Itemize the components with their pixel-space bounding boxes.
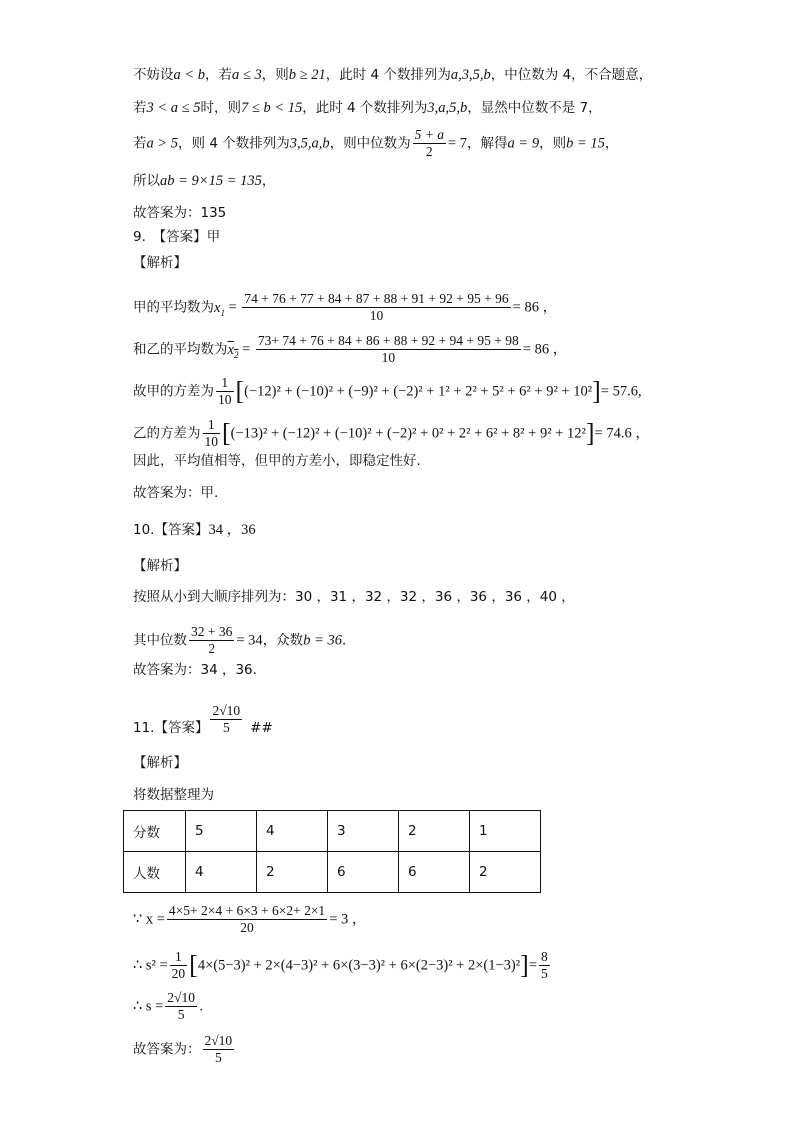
math: ∴ s² = <box>133 957 168 974</box>
text: 乙的方差为 <box>133 425 201 442</box>
denominator: 10 <box>381 350 396 365</box>
math: = 74.6 ， <box>594 425 650 442</box>
numerator: 32 + 36 <box>191 624 233 639</box>
math: 3 < a ≤ 5 <box>146 100 201 116</box>
math: (−12)² + (−10)² + (−9)² + (−2)² + 1² + 2² + 5² + 6² + 9² + 10² <box>244 383 593 400</box>
table-cell: 3 <box>328 811 399 852</box>
text-line: 故甲的方差为 $\frac{1}{10}$ [(−12)² + (−10)² + (−9)² + (−2)² + 1² + 2² + 5² + 6² + 9² + 10²]= 57.6, <box>133 375 642 407</box>
text-line: ∴ s = $\frac{2√10}{5}$ . <box>133 990 204 1022</box>
table-row <box>124 811 541 852</box>
math-x2: $x_2$ <box>227 341 239 360</box>
table-cell: 5 <box>186 811 257 852</box>
table-cell: 1 <box>470 811 541 852</box>
fraction <box>165 990 197 1023</box>
text: ，此时 4 个数排列为 <box>302 100 428 116</box>
fraction <box>256 333 521 366</box>
table-cell: 分数 <box>124 811 186 852</box>
text: 甲的平均数为 <box>133 299 214 316</box>
math: = 57.6, <box>600 383 642 400</box>
text-line: 因此，平均值相等，但甲的方差小，即稳定性好. <box>133 453 421 469</box>
denominator: 10 <box>218 392 232 407</box>
fraction <box>189 624 234 657</box>
text: 所以 <box>133 173 160 189</box>
fraction <box>216 375 234 408</box>
answer-line: 故答案为：135 <box>133 205 227 221</box>
table-cell: 4 <box>186 852 257 893</box>
table-cell: 4 <box>257 811 328 852</box>
math: = 7 <box>447 135 468 152</box>
math: = <box>528 957 537 974</box>
denominator: 20 <box>240 920 254 935</box>
answer-line: 故答案为：34 ，36. <box>133 662 257 678</box>
table-cell: 人数 <box>124 852 186 893</box>
math: a > 5 <box>146 135 179 152</box>
text: 10.【答案】 <box>133 522 209 538</box>
text: ，则中位数为 <box>329 135 411 152</box>
math: b ≥ 21 <box>288 67 326 83</box>
math: ab = 9×15 = 135 <box>160 173 262 189</box>
denominator: 10 <box>369 308 384 323</box>
text-line: 若a > 5，则 4 个数排列为3,5,a,b，则中位数为 $\frac{5 + a}{2}$ = 7，解得a = 9，则b = 15， <box>133 127 619 159</box>
question-heading <box>133 703 273 736</box>
numerator: 1 <box>203 417 221 434</box>
math: = 34 <box>236 632 263 649</box>
text: ，中位数为 4，不合题意， <box>490 67 653 83</box>
math: = 3 ， <box>329 911 367 928</box>
text: ，则 <box>539 135 567 152</box>
numerator: 2√10 <box>167 990 195 1005</box>
text: ，则 4 个数排列为 <box>178 135 290 152</box>
numerator: 4×5+ 2×4 + 6×3 + 6×2+ 2×1 <box>168 903 326 918</box>
numerator: 74 + 76 + 77 + 84 + 87 + 88 + 91 + 92 + 95 + 96 <box>244 291 509 306</box>
fraction <box>170 949 188 982</box>
question-heading <box>133 521 256 539</box>
text: ，解得 <box>467 135 508 152</box>
text: 若 <box>133 100 147 116</box>
denominator: 20 <box>171 966 186 981</box>
denominator: 5 <box>222 720 230 735</box>
table-cell: 6 <box>328 852 399 893</box>
denominator: 10 <box>204 434 218 449</box>
text-line <box>133 66 652 84</box>
text: 不妨设 <box>133 67 174 83</box>
math: a < b <box>173 67 206 83</box>
text-line: 其中位数 $\frac{32 + 36}{2}$ = 34，众数b = 36. <box>133 624 347 656</box>
denominator: 2 <box>208 641 216 656</box>
text: 其中位数 <box>133 632 187 649</box>
math: = 86 ， <box>512 299 558 316</box>
text: 11.【答案】 <box>133 720 209 736</box>
text: ，此时 4 个数排列为 <box>325 67 451 83</box>
math: 7 ≤ b < 15 <box>241 100 303 116</box>
math: b = 36 <box>303 632 342 649</box>
denominator: 2 <box>425 144 433 159</box>
fraction <box>203 1033 235 1066</box>
fraction <box>210 703 242 736</box>
text: ，显然中位数不是 7， <box>467 100 602 116</box>
math: 3,5,a,b <box>289 135 330 152</box>
fraction <box>242 291 510 324</box>
text: ，则 <box>261 67 289 83</box>
math: 3,a,5,b <box>427 100 468 116</box>
analysis-heading: 【解析】 <box>133 558 187 574</box>
fraction <box>539 949 550 982</box>
table-cell: 2 <box>399 811 470 852</box>
numerator: 2√10 <box>212 703 241 718</box>
table-cell: 2 <box>257 852 328 893</box>
answer-line: 故答案为：甲. <box>133 485 219 501</box>
math: = 86 ， <box>522 341 568 358</box>
text: ，若 <box>205 67 233 83</box>
text: ## <box>250 720 273 736</box>
text-line: 将数据整理为 <box>133 787 214 803</box>
text-line: ∴ s² = $\frac{1}{20}$ [4×(5−3)² + 2×(4−3)² + 6×(3−3)² + 6×(2−3)² + 2×(1−3)²]= $\frac{8}{5}$ <box>133 949 548 981</box>
numerator: 2√10 <box>204 1033 233 1048</box>
fraction <box>167 903 327 936</box>
math: b = 15 <box>566 135 605 152</box>
answer-line <box>133 1033 236 1066</box>
math: 4×(5−3)² + 2×(4−3)² + 6×(3−3)² + 6×(2−3)² + 2×(1−3)² <box>197 957 521 974</box>
math: (−13)² + (−12)² + (−10)² + (−2)² + 0² + 2² + 6² + 8² + 9² + 12² <box>230 425 586 442</box>
numerator: 1 <box>170 949 188 966</box>
math: a,3,5,b <box>450 67 491 83</box>
text-line: 和乙的平均数为$x_2$ = $\frac{73+ 74 + 76 + 84 + 86 + 88 + 92 + 94 + 95 + 98}{10}$ = 86 ， <box>133 333 568 365</box>
table-cell: 6 <box>399 852 470 893</box>
table-row <box>124 852 541 893</box>
math: a = 9 <box>507 135 540 152</box>
text-line: 甲的平均数为$x_1$ = $\frac{74 + 76 + 77 + 84 + 87 + 88 + 91 + 92 + 95 + 96}{10}$ = 86 ， <box>133 291 558 323</box>
numerator: 73+ 74 + 76 + 84 + 86 + 88 + 92 + 94 + 95 + 98 <box>257 333 519 348</box>
text: ，众数 <box>262 632 304 649</box>
text-line: 乙的方差为 $\frac{1}{10}$ [(−13)² + (−12)² + (−10)² + (−2)² + 0² + 2² + 6² + 8² + 9² + 12²]= 74.6 ， <box>133 417 650 449</box>
math: 34 ，36 <box>208 522 256 538</box>
score-table <box>123 810 541 893</box>
text: 时，则 <box>200 100 241 116</box>
math: a ≤ 3 <box>232 67 262 83</box>
table-cell: 2 <box>470 852 541 893</box>
question-heading: 9. 【答案】甲 <box>133 229 221 245</box>
text: 若 <box>133 135 147 152</box>
analysis-heading: 【解析】 <box>133 255 187 271</box>
math-x1: $x_1$ <box>214 299 225 318</box>
text: 故甲的方差为 <box>133 383 214 400</box>
text: 和乙的平均数为 <box>133 341 228 358</box>
fraction <box>203 417 221 450</box>
numerator: 8 <box>540 949 548 964</box>
denominator: 5 <box>214 1050 222 1065</box>
math: ∵ x = <box>133 911 165 928</box>
denominator: 5 <box>540 966 548 981</box>
text-line <box>133 903 366 936</box>
math: ∴ s = <box>133 998 164 1015</box>
numerator: 1 <box>216 375 234 392</box>
text: 故答案为： <box>133 1041 201 1058</box>
analysis-heading: 【解析】 <box>133 755 187 771</box>
numerator: 5 + a <box>414 127 444 142</box>
text-line <box>133 99 602 117</box>
fraction <box>413 127 446 160</box>
denominator: 5 <box>177 1007 185 1022</box>
text-line: 按照从小到大顺序排列为：30 ，31 ，32 ，32 ，36 ，36 ，36 ，40 ， <box>133 589 575 605</box>
text-line: 所以ab = 9×15 = 135， <box>133 173 276 189</box>
